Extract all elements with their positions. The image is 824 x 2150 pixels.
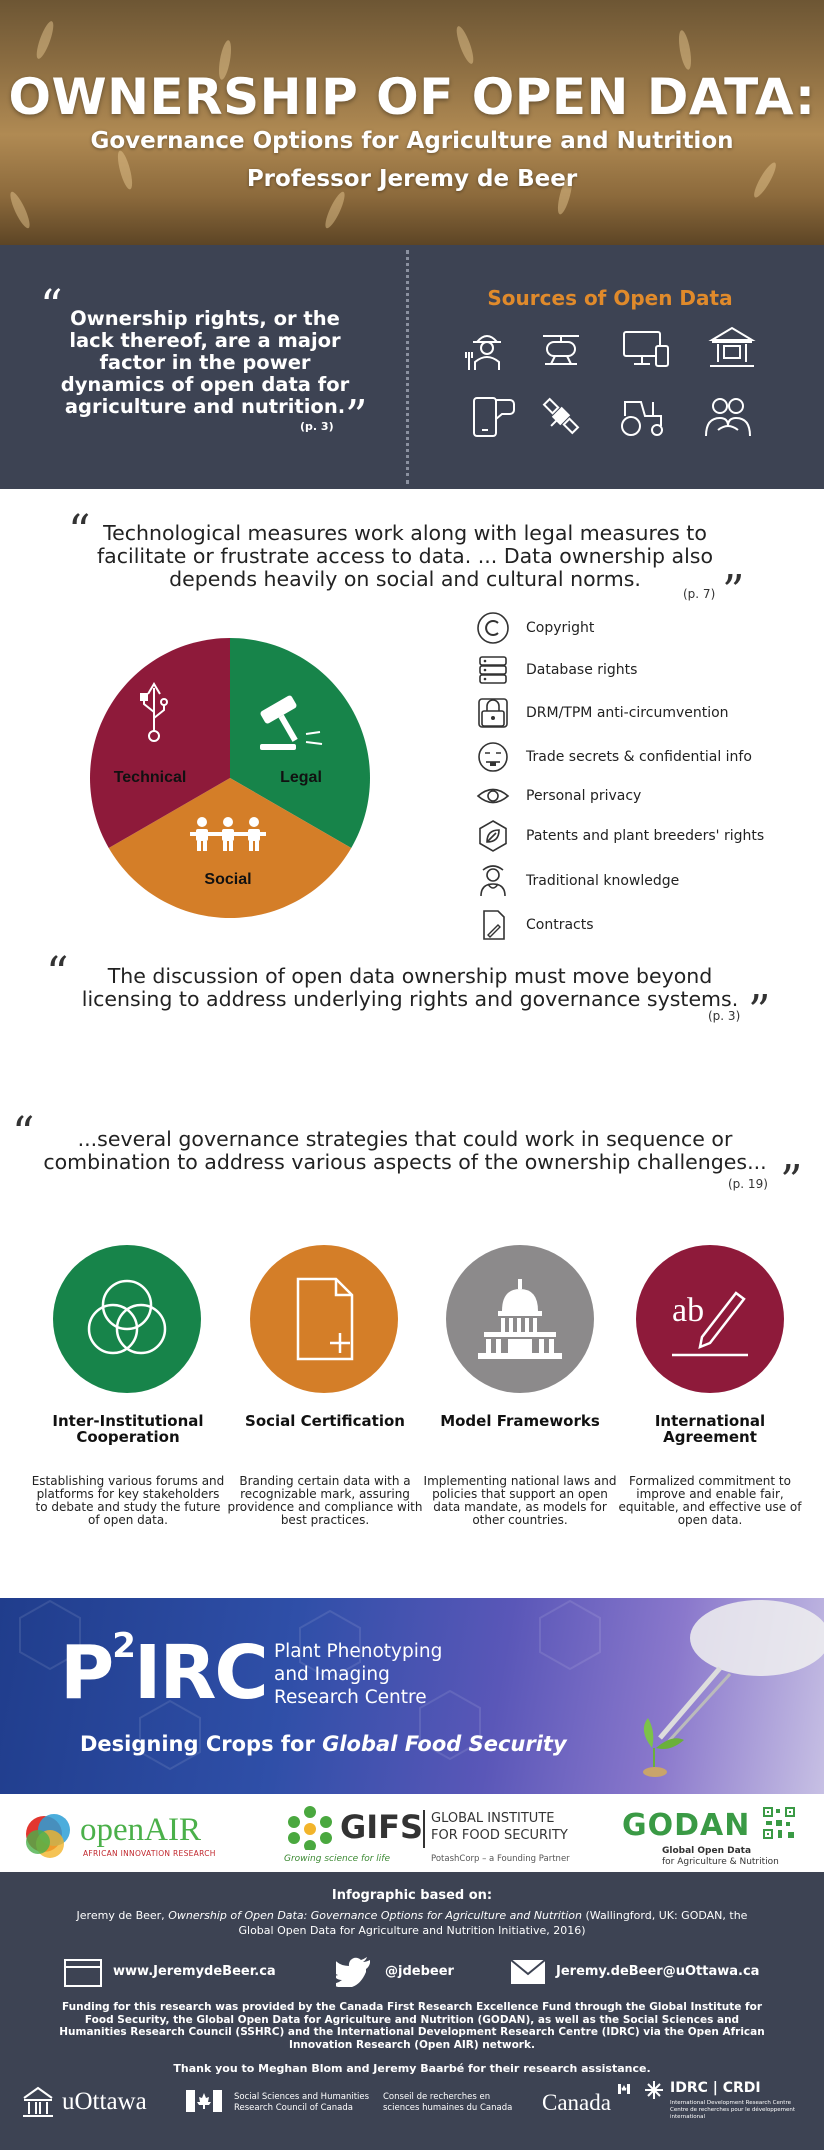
tractor-icon: [617, 390, 669, 442]
legal-item-label: DRM/TPM anti-circumvention: [526, 705, 729, 721]
legal-item-trade-secrets: [476, 739, 806, 775]
strategy-description: Branding certain data with a recognizable mark, assuring providence and compliance with best practices.: [227, 1474, 423, 1527]
secret-face-icon: [476, 740, 510, 774]
legal-item-drm: [476, 695, 806, 731]
tweezers-seedling-icon: [643, 1600, 824, 1777]
acknowledgements: Thank you to Meghan Blom and Jeremy Baarbé for their research assistance.: [173, 2062, 651, 2075]
quote-page-ref: (p. 7): [683, 587, 716, 601]
page-title: OWNERSHIP OF OPEN DATA:: [8, 68, 816, 126]
quote-page-ref: (p. 3): [708, 1009, 741, 1023]
sources-title: Sources of Open Data: [487, 286, 733, 310]
mobile-phone-icon: [466, 390, 518, 442]
sshrc-english-name: Social Sciences and Humanities Research Council of Canada: [234, 2092, 370, 2113]
canada-flag-icon: [186, 2090, 222, 2112]
open-quote-icon: “: [46, 948, 69, 999]
legal-item-personal-privacy: [476, 778, 806, 814]
close-quote-icon: ”: [780, 1156, 803, 1207]
legal-item-copyright: [476, 610, 806, 646]
people-group-icon: [702, 390, 754, 442]
certification-badge: [250, 1245, 398, 1393]
website-link[interactable]: www.JeremydeBeer.ca: [113, 1964, 276, 1979]
legal-item-patents: [476, 818, 806, 854]
browser-window-icon: [64, 1959, 102, 1987]
signature-pen-icon: [662, 1271, 758, 1367]
idrc-subtitle: International Development Research Centre Centre de recherches pour le développement international: [670, 2100, 795, 2120]
close-quote-icon: ”: [345, 391, 368, 442]
strategy-title: Social Certification: [245, 1412, 405, 1430]
legal-item-label: Traditional knowledge: [526, 873, 680, 889]
computer-devices-icon: [620, 322, 672, 374]
sshrc-french-name: Conseil de recherches en sciences humaines du Canada: [383, 2092, 513, 2113]
openair-globe-icon: [20, 1806, 80, 1862]
godan-subtitle-2: for Agriculture & Nutrition: [662, 1857, 779, 1867]
twitter-link[interactable]: @jdebeer: [385, 1964, 454, 1979]
pie-label-social: Social: [204, 871, 252, 888]
agreement-badge: [636, 1245, 784, 1393]
author-name: Professor Jeremy de Beer: [246, 166, 578, 192]
pie-label-legal: Legal: [280, 769, 322, 786]
uottawa-crest-icon: [20, 2084, 56, 2120]
licensing-quote: The discussion of open data ownership must move beyond licensing to address underlying rights and governance systems.: [81, 964, 739, 1011]
email-envelope-icon: [510, 1959, 546, 1985]
legal-item-contracts: [476, 907, 806, 943]
citation: Jeremy de Beer, Ownership of Open Data: Governance Options for Agriculture and Nutrition (Wallingford, UK: GODAN, the Global Open Data for Agriculture and Nutrition Initiative, 2016): [76, 1909, 748, 1937]
strategy-description: Establishing various forums and platforms for key stakeholders to debate and study the future of open data.: [31, 1474, 225, 1527]
strategy-title: Inter-Institutional Cooperation: [52, 1412, 204, 1446]
qr-code-icon: [762, 1806, 796, 1840]
measures-pie-chart: [88, 636, 372, 920]
idrc-logo: IDRC | CRDI: [670, 2080, 761, 2096]
wordmark-flag-icon: [618, 2084, 630, 2094]
page-subtitle: Governance Options for Agriculture and Nutrition: [90, 128, 734, 154]
farmer-icon: [461, 322, 513, 374]
pie-label-technical: Technical: [113, 769, 187, 786]
partner-logos: [0, 1794, 824, 1872]
strategy-description: Formalized commitment to improve and enable fair, equitable, and effective use of open data.: [618, 1474, 802, 1527]
elder-icon: [476, 864, 510, 898]
legal-item-label: Contracts: [526, 917, 594, 933]
capitol-building-icon: [470, 1271, 570, 1367]
close-quote-icon: ”: [748, 986, 771, 1037]
openair-logo: openAIR: [80, 1812, 201, 1848]
strategy-description: Implementing national laws and policies that support an open data mandate, as models for other countries.: [423, 1474, 617, 1527]
institution-icon: [706, 322, 758, 374]
funding-statement: Funding for this research was provided by the Canada First Research Excellence Fund through the Global Institute for Food Security, the Global Open Data for Agriculture and Nutrition (GODAN), as well as the Social Sciences and Humanities Research Council (SSHRC) and the International Development Research Centre (IDRC) via the Open African Innovation Research (Open AIR) network.: [59, 2001, 765, 2051]
eye-icon: [476, 779, 510, 813]
idrc-star-icon: [644, 2080, 664, 2100]
openair-subtitle: AFRICAN INNOVATION RESEARCH: [83, 1849, 216, 1858]
p2irc-logo: $P^2IRC$: [60, 1626, 267, 1716]
contract-icon: [476, 908, 510, 942]
cooperation-badge: [53, 1245, 201, 1393]
based-on-heading: Infographic based on:: [331, 1888, 493, 1903]
dotted-divider: [406, 250, 409, 484]
gifs-full-name: GLOBAL INSTITUTE FOR FOOD SECURITY: [431, 1811, 568, 1843]
governance-strategies-quote: ...several governance strategies that could work in sequence or combination to address various aspects of the ownership challenges...: [43, 1127, 767, 1174]
legal-item-label: Trade secrets & confidential info: [526, 749, 752, 765]
p2irc-full-name: Plant Phenotyping and Imaging Research Centre: [274, 1641, 443, 1708]
technological-measures-quote: Technological measures work along with legal measures to facilitate or frustrate access to data. ... Data ownership also depends heavily on social and cultural norms.: [96, 521, 714, 591]
legal-item-traditional-knowledge: [476, 863, 806, 899]
close-quote-icon: ”: [722, 566, 745, 617]
strategy-title: International Agreement: [654, 1412, 766, 1446]
overlapping-circles-icon: [79, 1271, 175, 1367]
quote-page-ref: (p. 19): [728, 1177, 768, 1191]
open-quote-icon: “: [12, 1108, 35, 1159]
open-quote-icon: “: [68, 506, 91, 557]
gifs-flower-icon: [285, 1804, 335, 1850]
open-quote-icon: “: [40, 281, 63, 332]
gifs-divider: [423, 1810, 425, 1848]
copyright-icon: [476, 611, 510, 645]
p2irc-tagline: Designing Crops for Global Food Security: [80, 1732, 567, 1756]
legal-item-label: Copyright: [526, 620, 595, 636]
quote-page-ref: (p. 3): [300, 420, 334, 433]
frameworks-badge: [446, 1245, 594, 1393]
document-plus-icon: [276, 1271, 372, 1367]
gifs-tagline: Growing science for life: [284, 1854, 390, 1864]
seed-icon: [476, 819, 510, 853]
email-link[interactable]: Jeremy.deBeer@uOttawa.ca: [556, 1964, 760, 1979]
canada-wordmark: Canada: [542, 2090, 611, 2115]
gifs-logo: GIFS: [340, 1808, 424, 1846]
legal-item-label: Patents and plant breeders' rights: [526, 828, 765, 844]
database-icon: [476, 653, 510, 687]
legal-item-database-rights: [476, 652, 806, 688]
godan-subtitle-1: Global Open Data: [662, 1846, 752, 1856]
ownership-quote: Ownership rights, or the lack thereof, are a major factor in the power dynamics of open data for agriculture and nutrition.: [60, 307, 350, 418]
satellite-icon: [535, 390, 587, 442]
twitter-bird-icon: [336, 1955, 372, 1987]
uottawa-logo: uOttawa: [62, 2088, 147, 2115]
legal-item-label: Database rights: [526, 662, 638, 678]
drone-icon: [535, 322, 587, 374]
godan-logo: GODAN: [622, 1808, 751, 1843]
gifs-partner-note: PotashCorp – a Founding Partner: [431, 1854, 570, 1864]
legal-item-label: Personal privacy: [526, 788, 642, 804]
svg-text:ab: ab: [672, 1292, 705, 1329]
lock-icon: [476, 696, 510, 730]
strategy-title: Model Frameworks: [440, 1412, 600, 1430]
